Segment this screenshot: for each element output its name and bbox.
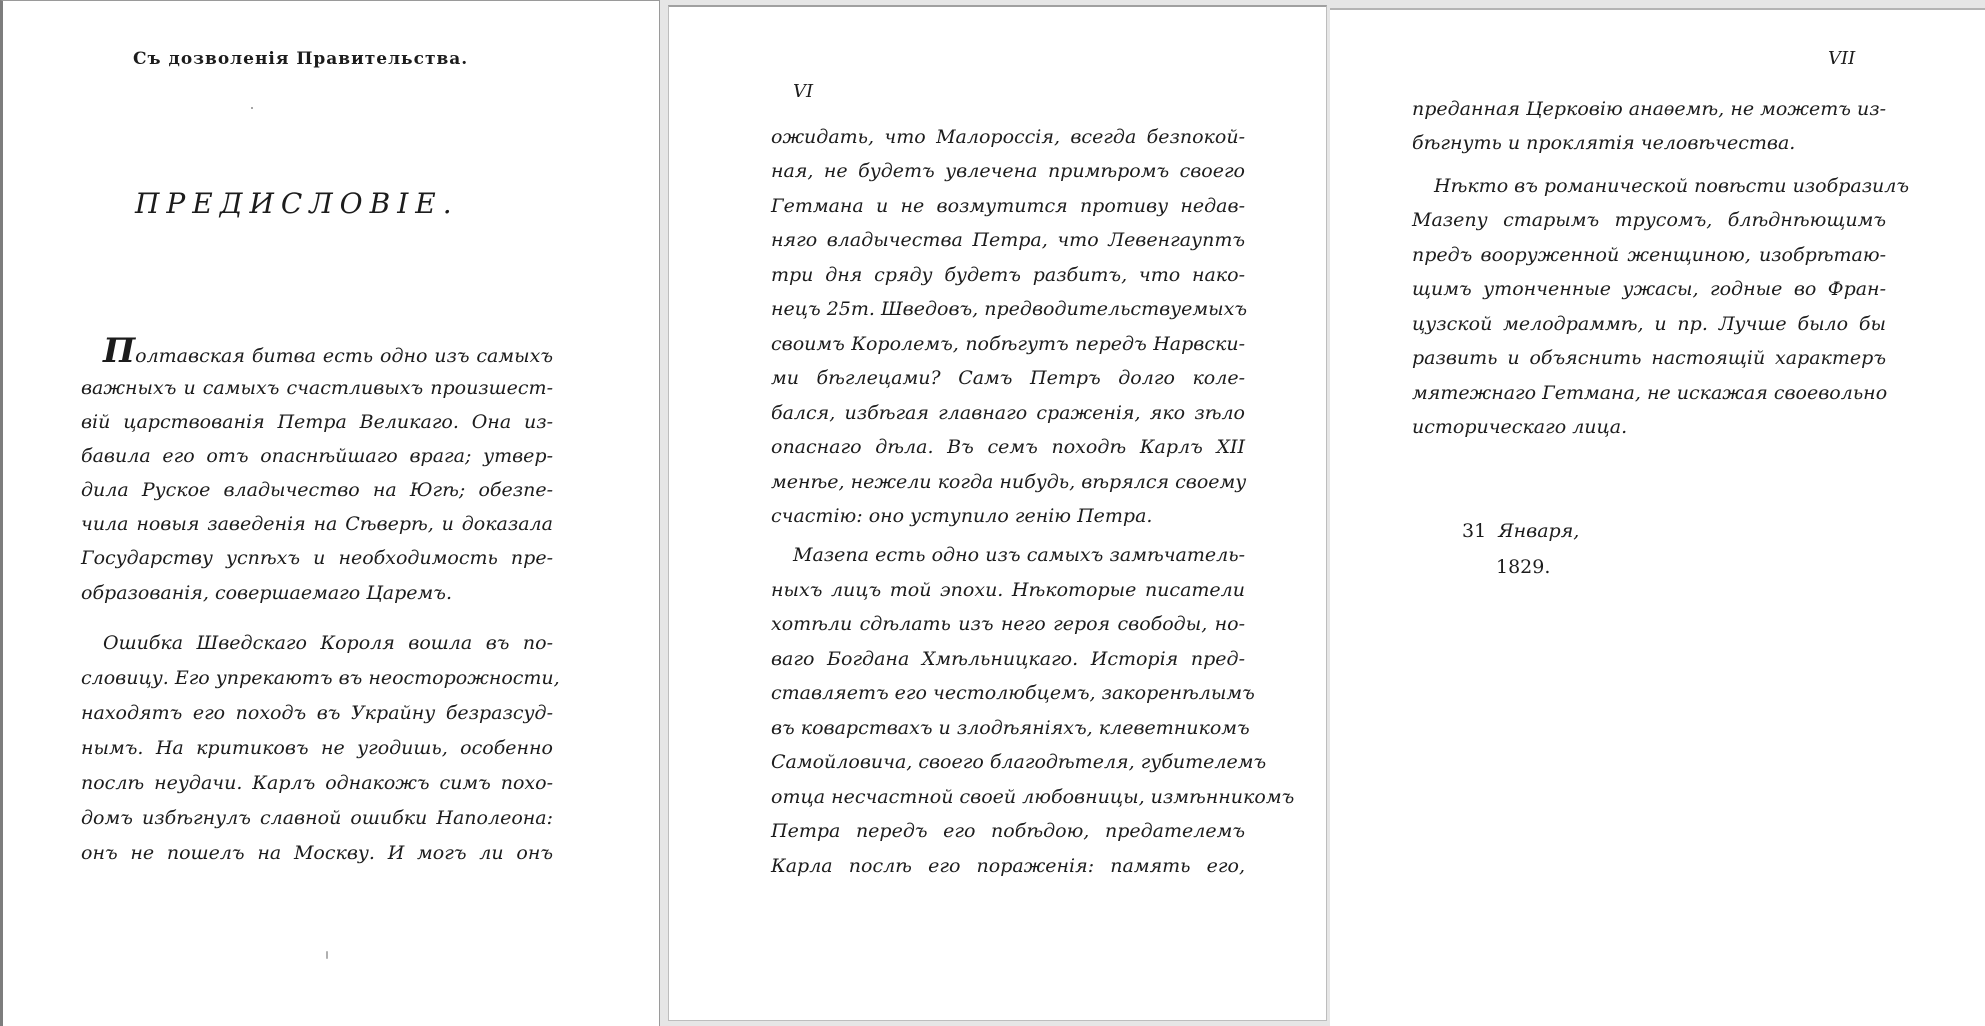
- text-line: менѣе, нежели когда нибудь, вѣрялся своему: [771, 471, 1247, 493]
- date-month: Января,: [1498, 520, 1580, 542]
- censorship-header: Съ дозволенія Правительства.: [133, 49, 469, 69]
- text-line: дила Руское владычество на Югѣ; обезпе-: [81, 479, 553, 501]
- text-line: ми бѣглецами? Самъ Петръ долго коле-: [771, 367, 1245, 389]
- book-page-left: [0, 0, 660, 1026]
- text-line: чила новыя заведенія на Сѣверѣ, и доказала: [81, 513, 553, 535]
- text-line: ставляетъ его честолюбцемъ, закоренѣлымъ: [771, 682, 1255, 704]
- text-line: домъ избѣгнулъ славной ошибки Наполеона:: [81, 807, 553, 829]
- text-line: отца несчастной своей любовницы, измѣнникомъ: [771, 786, 1295, 808]
- text-line: Мазепа есть одно изъ самыхъ замѣчатель-: [793, 544, 1245, 566]
- text-line: предъ вооруженной женщиною, изобрѣтаю-: [1412, 244, 1886, 266]
- text-line: послѣ неудачи. Карлъ однакожъ симъ похо-: [81, 772, 553, 794]
- text-line: въ коварствахъ и злодѣяніяхъ, клеветникомъ: [771, 717, 1250, 739]
- page-title: ПРЕДИСЛОВІЕ.: [135, 187, 459, 220]
- text-line: Петра передъ его побѣдою, предателемъ: [771, 820, 1245, 842]
- text-line: историческаго лица.: [1412, 416, 1628, 438]
- text-line: Полтавская битва есть одно изъ самыхъ: [103, 331, 553, 371]
- text-line: своимъ Королемъ, побѣгутъ передъ Нарвски-: [771, 333, 1245, 355]
- text-line: бѣгнуть и проклятія человѣчества.: [1412, 132, 1796, 154]
- text-line: ожидать, что Малороссія, всегда безпокой-: [771, 126, 1245, 148]
- text-line: Государству успѣхъ и необходимость пре-: [81, 547, 553, 569]
- text-line: цузской мелодраммѣ, и пр. Лучше было бы: [1412, 313, 1886, 335]
- drop-cap-letter: П: [103, 331, 136, 371]
- text-line: ваго Богдана Хмѣльницкаго. Исторія пред-: [771, 648, 1245, 670]
- text-line: Гетмана и не возмутится противу недав-: [771, 195, 1245, 217]
- text-line: щимъ утонченные ужасы, годные во Фран-: [1412, 278, 1886, 300]
- text-line: Мазепу старымъ трусомъ, блѣднѣющимъ: [1412, 209, 1886, 231]
- text-line: счастію: оно уступило генію Петра.: [771, 505, 1153, 527]
- text-line: Ошибка Шведскаго Короля вошла въ по-: [103, 632, 553, 654]
- text-line: преданная Церковію анаѳемѣ, не можетъ из-: [1412, 98, 1886, 120]
- print-speck: [251, 107, 253, 109]
- text-line: Карла послѣ его пораженія: память его,: [771, 855, 1245, 877]
- text-line: словицу. Его упрекаютъ въ неосторожности,: [81, 667, 560, 689]
- text-line: образованія, совершаемаго Царемъ.: [81, 582, 453, 604]
- date-year: 1829.: [1496, 556, 1551, 578]
- text-line: опаснаго дѣла. Въ семъ походѣ Карлъ XII: [771, 436, 1245, 458]
- text-line: ная, не будетъ увлечена примѣромъ своего: [771, 160, 1245, 182]
- text-line: хотѣли сдѣлать изъ него героя свободы, но-: [771, 613, 1245, 635]
- book-page-right: [1330, 8, 1985, 1026]
- page-number: VI: [793, 81, 814, 102]
- date-day-month: [1462, 520, 1579, 542]
- text-line: вій царствованія Петра Великаго. Она из-: [81, 411, 553, 433]
- book-page-middle: [668, 5, 1327, 1021]
- page-number: VII: [1828, 48, 1856, 69]
- text-line: нымъ. На критиковъ не угодишь, особенно: [81, 737, 553, 759]
- text-line: мятежнаго Гетмана, не искажая своевольно: [1412, 382, 1888, 404]
- print-speck: [326, 951, 328, 959]
- text-line: важныхъ и самыхъ счастливыхъ произшест-: [81, 377, 553, 399]
- text-line: бался, избѣгая главнаго сраженія, яко зѣло: [771, 402, 1245, 424]
- text-line: развить и объяснить настоящій характеръ: [1412, 347, 1886, 369]
- text-line: Нѣкто въ романической повѣсти изобразилъ: [1434, 175, 1910, 197]
- text-line: онъ не пошелъ на Москву. И могъ ли онъ: [81, 842, 553, 864]
- date-day: 31: [1462, 520, 1487, 542]
- text-line: няго владычества Петра, что Левенгауптъ: [771, 229, 1245, 251]
- text-line: ныхъ лицъ той эпохи. Нѣкоторые писатели: [771, 579, 1245, 601]
- text-line: бавила его отъ опаснѣйшаго врага; утвер-: [81, 445, 553, 467]
- text-line: три дня сряду будетъ разбитъ, что нако-: [771, 264, 1245, 286]
- text-line: находятъ его походъ въ Украйну безразсуд-: [81, 702, 553, 724]
- text-line: нецъ 25т. Шведовъ, предводительствуемыхъ: [771, 298, 1248, 320]
- text-line: Самойловича, своего благодѣтеля, губителемъ: [771, 751, 1267, 773]
